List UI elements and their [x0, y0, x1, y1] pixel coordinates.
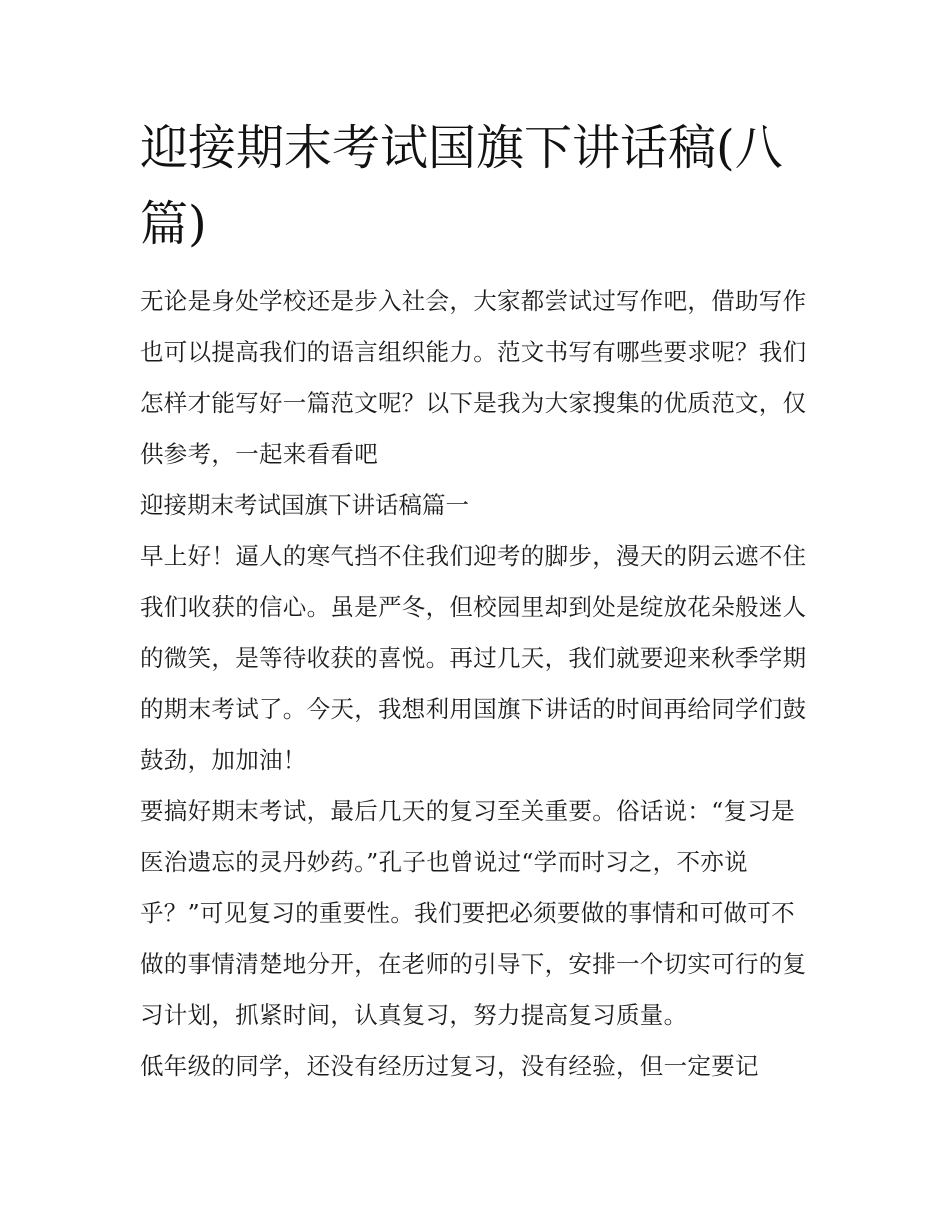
body-paragraph-3: 低年级的同学，还没有经历过复习，没有经验，但一定要记	[140, 1052, 759, 1080]
body-paragraph-1: 早上好！逼人的寒气挡不住我们迎考的脚步，漫天的阴云遮不住我们收获的信心。虽是严冬，但校园里却到处是绽放花朵般迷人的微笑，是等待收获的喜悦。再过几天，我们就要迎来秋季学期的期末考试了。今天，我想利用国旗下讲话的时间再给同学们鼓鼓劲，加加油！	[140, 542, 807, 774]
section-heading: 迎接期末考试国旗下讲话稿篇一	[140, 491, 469, 519]
body-paragraph-2: 要搞好期末考试，最后几天的复习至关重要。俗话说：“复习是医治遗忘的灵丹妙药。”孔子也曾说过“学而时习之，不亦说乎？”可见复习的重要性。我们要把必须要做的事情和可做可不做的事情清楚地分开，在老师的引导下，安排一个切实可行的复习计划，抓紧时间，认真复习，努力提高复习质量。	[140, 797, 807, 1029]
document-body	[140, 110, 812, 1092]
document-title: 迎接期末考试国旗下讲话稿(八篇)	[140, 120, 783, 252]
intro-paragraph: 无论是身处学校还是步入社会，大家都尝试过写作吧，借助写作也可以提高我们的语言组织能力。范文书写有哪些要求呢？我们怎样才能写好一篇范文呢？以下是我为大家搜集的优质范文，仅供参考，一起来看看吧	[140, 287, 807, 468]
